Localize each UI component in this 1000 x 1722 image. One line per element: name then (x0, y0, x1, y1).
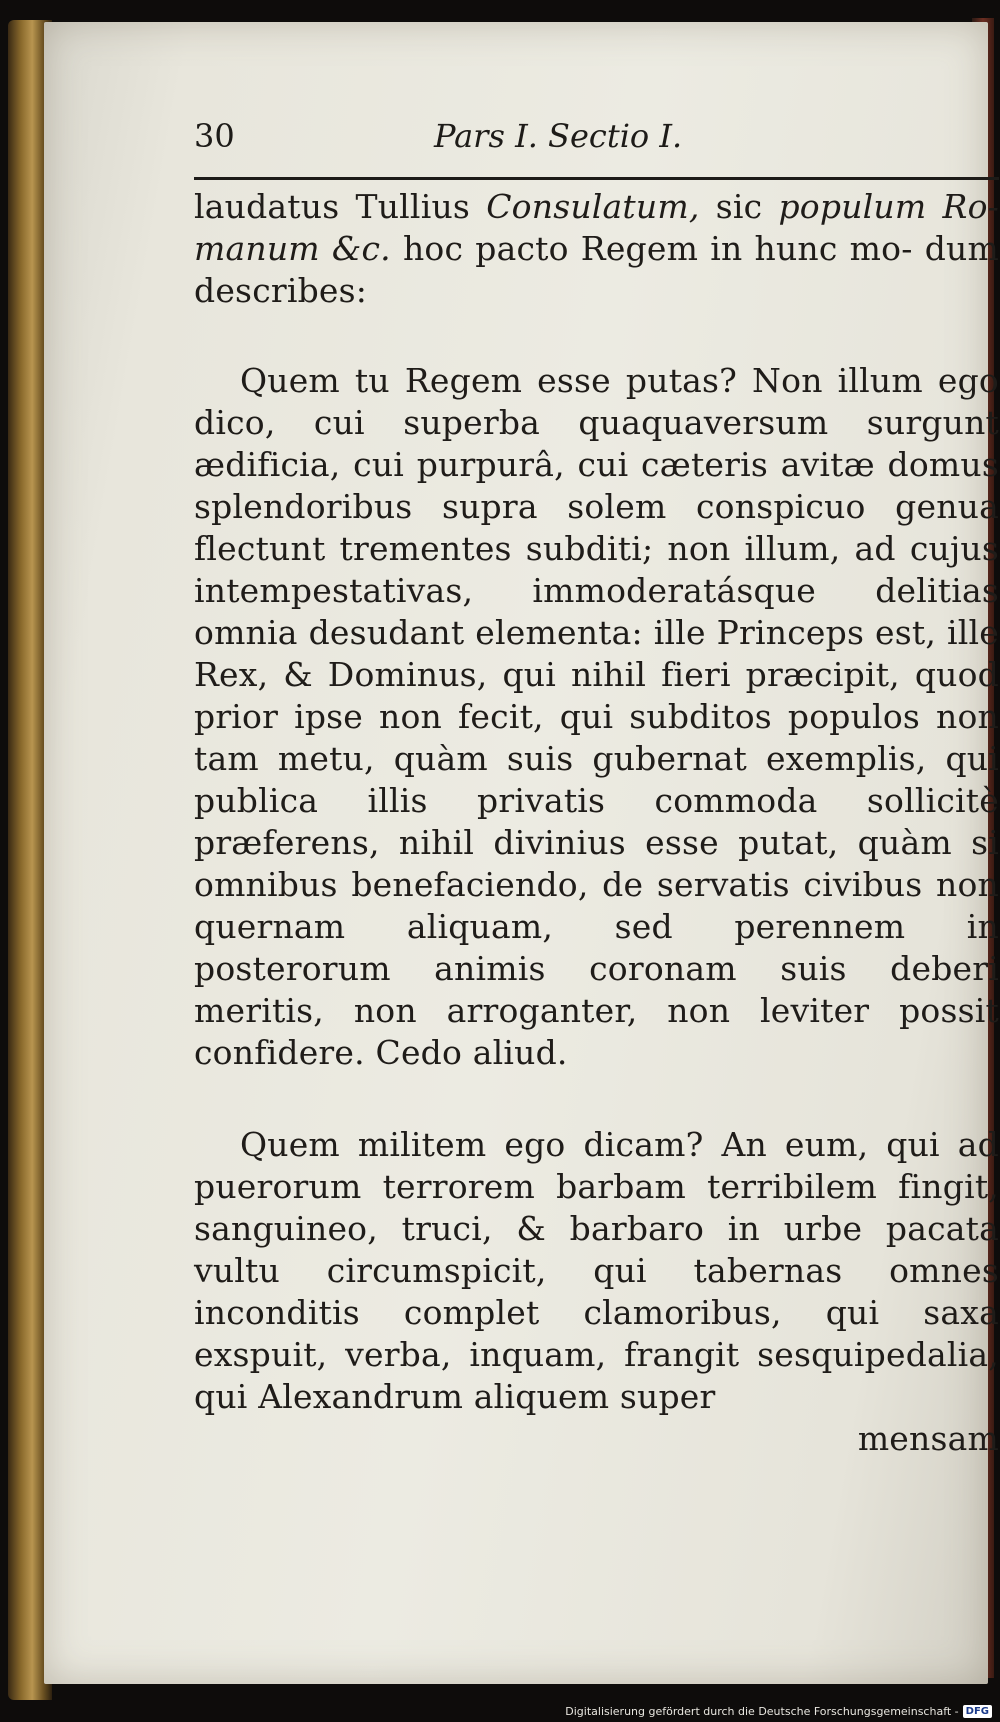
body-text (194, 186, 999, 1460)
intro-text: dum describes: (194, 229, 999, 310)
credit-text: Digitalisierung gefördert durch die Deutsche Forschungsgemeinschaft - (565, 1705, 959, 1718)
paragraph-soldier: Quem militem ego dicam? An eum, qui ad puerorum terrorem barbam terribilem fingit, sanguineo, truci, & barbaro in urbe pacata vultu circumspicit, qui tabernas omnes inconditis complet clamoribus, qui saxa exspuit, verba, inquam, frangit sesquipedalia, qui Alexandrum aliquem super (194, 1125, 999, 1416)
page-number: 30 (194, 117, 235, 155)
intro-text: hoc pacto Regem in hunc mo- (390, 229, 913, 268)
intro-italic: Consulatum, (486, 187, 700, 226)
intro-paragraph (194, 186, 999, 312)
page-content (194, 117, 999, 1460)
intro-italic: manum &c. (194, 229, 391, 268)
header-rule (194, 177, 999, 180)
intro-italic: populum Ro- (778, 187, 1000, 226)
running-title: Pars I. Sectio I. (434, 117, 683, 155)
catchword: mensam (857, 1419, 999, 1458)
book-page (44, 22, 1000, 1684)
dfg-logo: DFG (963, 1705, 992, 1718)
running-head (194, 117, 999, 163)
paragraph-king: Quem tu Regem esse putas? Non illum ego dico, cui superba quaquaversum surgunt ædificia, cui purpurâ, cui cæteris avitæ domus splendoribus supra solem conspicuo genua flectunt trementes subditi; non illum, ad cujus intempestativas, immoderatásque delitias omnia desudant elementa: ille Princeps est, ille Rex, & Dominus, qui nihil fieri præcipit, quod prior ipse non fecit, qui subditos populos non tam metu, quàm suis gubernat exemplis, qui publica illis privatis commoda sollicitè præferens, nihil divinius esse putat, quàm si omnibus benefaciendo, de servatis civibus non quernam aliquam, sed perennem in posterorum animis coronam suis deberi meritis, non arroganter, non leviter possit confidere. Cedo aliud. (194, 361, 999, 1072)
digitization-credit (565, 1705, 992, 1718)
intro-text: sic (699, 187, 779, 226)
intro-text: laudatus Tullius (194, 187, 487, 226)
